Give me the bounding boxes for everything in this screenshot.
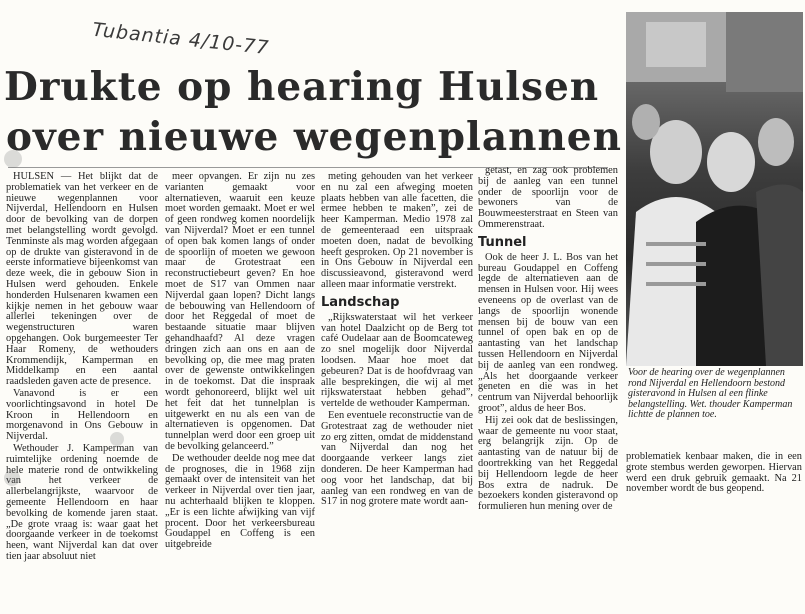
- article-column-4: [478, 166, 618, 608]
- headline: [4, 62, 622, 162]
- paragraph: Een eventuele reconstructie van de Grotestraat zag de wethouder niet zo erg zitten, omdat de middenstand van Nijverdal dan nog het doorgaande verkeer langs ziet donderen. De heer Kamperman had oog voor het landschap, dat bij aanleg van een rondweg en van de S17 in nog grotere mate wordt aan-: [321, 409, 473, 508]
- handwritten-source-note: Tubantia 4/10-77: [91, 18, 271, 60]
- headline-line-1: Drukte op hearing Hulsen: [4, 64, 600, 110]
- paragraph: problematiek kenbaar maken, die in een grote stembus werden geworpen. Hiervan werd een druk gebruik gemaakt. Na 21 november wordt de bus geopend.: [626, 451, 802, 495]
- subheading-tunnel: Tunnel: [478, 234, 527, 250]
- paragraph: HULSEN — Het blijkt dat de problematiek van het verkeer en de nieuwe wegenplannen voor Nijverdal, Hellendoorn en Hulsen door de bevolking van de dorpen met belangstelling wordt gevolgd. Tenminste als mag worden afgegaan op de drukte van gisteravond in de eerste informatieve bijeenkomst van deze week, die in gebouw Sion in Hulsen werd gehouden. Enkele honderden Hulsenaren kwamen een kijkje nemen in het gebouw waar allerlei tekeningen over de wegenstructuren waren opgehangen. Ook burgemeester Ter Haar Romeny, de wethouders Krommendijk, Kamperman en Middelkamp en een aantal raadsleden gaven acte de presence.: [6, 172, 158, 388]
- paragraph: De wethouder deelde nog mee dat de prognoses, die in 1968 zijn gemaakt over de intensiteit van het verkeer in Nijverdal over tien jaar, nu achterhaald blijken te kloppen. „Er is een lichte afwijking van vijf procent. Door het verkeersbureau Goudappel en Coffeng is een uitgebreide: [165, 452, 315, 551]
- article-column-2: [165, 172, 315, 608]
- news-photo: [626, 12, 803, 366]
- paragraph: Vanavond is er een voorlichtingsavond in hotel De Kroon in Hellendoorn en morgenavond in Ons Gebouw in Nijverdal.: [6, 387, 158, 443]
- paragraph: „Rijkswaterstaat wil het verkeer van hotel Daalzicht op de Berg tot café Oudelaar aan de Boomcateweg zo snel mogelijk door Nijverdal loodsen. Maar hoe moet dat gebeuren? Dat is de hoofdvraag van alle besprekingen, die wij al met rijkswaterstaat hebben gehad”, vertelde de wethouder Kamperman.: [321, 311, 473, 410]
- paper-stain: [110, 432, 124, 446]
- subheading-landschap: Landschap: [321, 294, 400, 310]
- article-column-3: [321, 172, 473, 608]
- article-column-1: [6, 172, 158, 608]
- paper-stain: [4, 150, 22, 168]
- paper-stain: [4, 470, 20, 486]
- photo-caption: Voor de hearing over de wegenplannen rond Nijverdal en Hellendoorn bestond gisteravond in Hulsen al een flinke belangstelling. Wet. thouder Kamperman lichtte de plannen toe.: [628, 367, 793, 420]
- paragraph: meting gehouden van het verkeer en nu zal een afweging moeten plaats hebben van alle facetten, die ermee hebben te maken”, zei de heer Kamperman. Medio 1978 zal de gemeenteraad een uitspraak moeten doen, nadat de bevolking heeft gesproken. Op 21 november is in Ons Gebouw in Nijverdal een discussieavond, gisteravond werd alleen maar informatie verstrekt.: [321, 172, 473, 290]
- paragraph: Ook de heer J. L. Bos van het bureau Goudappel en Coffeng legde de alternatieven aan de mensen in Hulsen voor. Hij wees eveneens op de overlast van de langs de spoorlijn wonende mensen bij de bouw van een tunnel of open bak en op de aantasting van het landschap tussen Hellendoorn en Nijverdal bij de aanleg van een rondweg. „Als het doorgaande verkeer geneten en die was in het centrum van Nijverdal behoorlijk groot”, aldus de heer Bos.: [478, 251, 618, 414]
- paragraph: meer opvangen. Er zijn nu zes varianten gemaakt voor alternatieven, waaruit een keuze moet worden gemaakt. Moet er wel of geen rondweg komen noordelijk van Nijverdal? Moet er een tunnel of open bak komen langs of onder de spoorlijn of moeten we gewoon maar de Grotestraat een reconstructiebeurt geven? En hoe moet de S17 van Ommen naar Nijverdal gaan lopen? Dicht langs de bebouwing van Hellendoorn of door het Reggedal of moet de bestaande situatie maar blijven gehandhaafd? Al deze vragen dringen zich aan ons en aan de bevolking op, die mee mag praten over de gewenste ontwikkelingen in de toekomst. Dat die inspraak wordt gehonoreerd, blijkt wel uit het feit dat het tunnelplan is uitgewerkt en nu als een van de alternatieven is opgenomen. Dat tunnelplan werd door een groep uit de bevolking gelanceerd.”: [165, 172, 315, 452]
- paragraph: getast, en zag ook problemen bij de aanleg van een tunnel onder de spoorlijn voor de bewoners van de Bouwmeesterstraat en Steen van Ommerenstraat.: [478, 166, 618, 230]
- article-column-5: [626, 452, 802, 495]
- photo-illustration: [626, 12, 803, 366]
- paragraph: Hij zei ook dat de beslissingen, waar de gemeente nu voor staat, erg belangrijk zijn. Op de aantasting van de natuur bij de doortrekking van het Reggedal bij Hellendoorn legde de heer Bos extra de nadruk. De bezoekers konden gisteravond op formulieren hun mening over de: [478, 414, 618, 513]
- headline-line-2: over nieuwe wegenplannen: [6, 114, 622, 160]
- paragraph: Wethouder J. Kamperman van ruimtelijke ordening noemde de hele materie rond de ontwikkeling van het verkeer de allerbelangrijkste, waarvoor de gemeente Hellendoorn en haar bevolking de komende jaren staat. „De grote vraag is: waar gaat het doorgaande verkeer in de toekomst heen, want Nijverdal kan dat over tien jaar absoluut niet: [6, 442, 158, 562]
